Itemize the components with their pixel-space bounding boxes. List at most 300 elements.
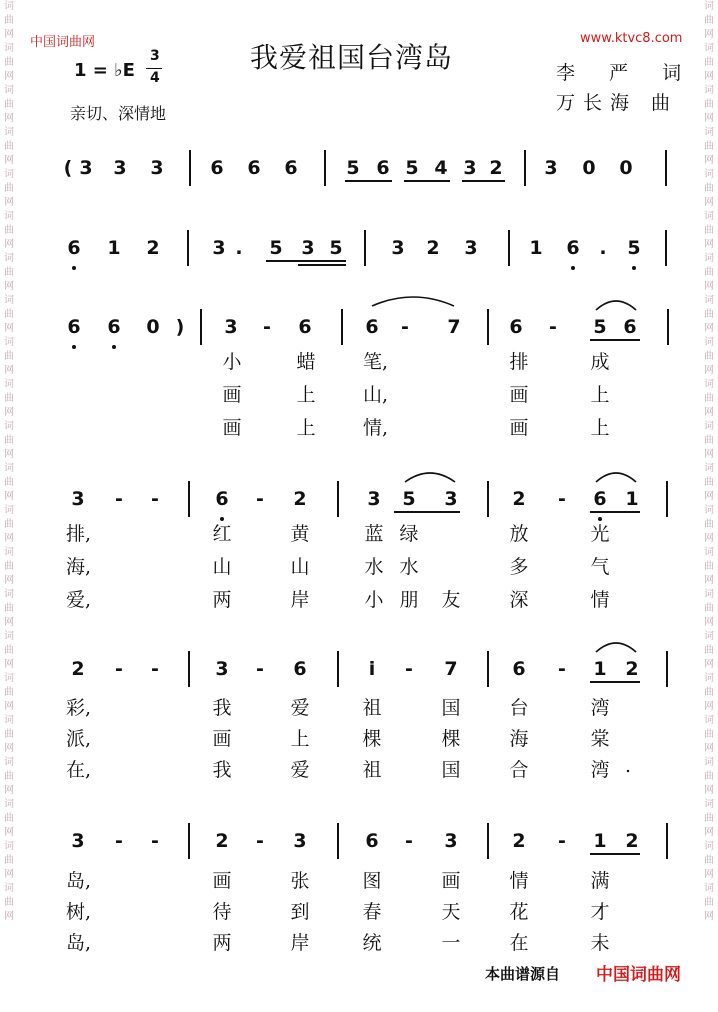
- note: 3: [71, 830, 85, 852]
- lyric-char: 成: [590, 351, 610, 373]
- note: 3: [301, 237, 315, 259]
- watermark-char: 曲: [4, 813, 14, 824]
- barline: [337, 651, 339, 687]
- lyric-char: 山: [290, 556, 310, 578]
- slur: [372, 294, 454, 308]
- watermark-char: 网: [704, 617, 714, 628]
- note: 2: [512, 830, 526, 852]
- watermark-right: [701, 0, 717, 1012]
- watermark-char: 网: [704, 407, 714, 418]
- watermark-char: 词: [4, 295, 14, 306]
- watermark-char: 曲: [704, 57, 714, 68]
- watermark-char: 网: [704, 491, 714, 502]
- watermark-char: 网: [704, 533, 714, 544]
- watermark-char: 网: [4, 29, 14, 40]
- note: 3: [215, 658, 229, 680]
- note: -: [256, 488, 264, 510]
- watermark-char: 词: [704, 547, 714, 558]
- lyric-char: 海,: [66, 556, 92, 578]
- lyric-char: 合: [509, 759, 529, 781]
- note: 6: [593, 488, 607, 510]
- note: -: [405, 830, 413, 852]
- lyric-char: 国: [441, 759, 461, 781]
- note: 3: [463, 157, 477, 179]
- lyric-char: 朋: [399, 589, 419, 611]
- watermark-char: 词: [4, 379, 14, 390]
- lyric-char: 放: [509, 523, 529, 545]
- underline: [590, 511, 640, 513]
- barline: [666, 481, 668, 517]
- time-signature-top: 3: [150, 48, 160, 64]
- octave-dot: [571, 266, 575, 270]
- watermark-char: 曲: [4, 57, 14, 68]
- lyric-char: 春: [362, 901, 382, 923]
- lyric-char: 待: [212, 901, 232, 923]
- underline: [404, 180, 450, 182]
- note: ): [175, 316, 185, 338]
- watermark-char: 词: [704, 253, 714, 264]
- underline: [266, 260, 346, 262]
- watermark-char: 词: [704, 883, 714, 894]
- watermark-char: 词: [4, 253, 14, 264]
- barline: [189, 150, 191, 186]
- watermark-char: 词: [704, 841, 714, 852]
- time-signature-line: [146, 68, 162, 69]
- lyric-char: 友: [441, 589, 461, 611]
- watermark-char: 网: [4, 113, 14, 124]
- watermark-char: 网: [704, 281, 714, 292]
- note: -: [151, 658, 159, 680]
- lyric-char: 山: [212, 556, 232, 578]
- watermark-char: 词: [4, 1, 14, 12]
- note: 6: [67, 237, 81, 259]
- lyric-char: 情: [590, 589, 610, 611]
- lyric-char: 画: [212, 728, 232, 750]
- watermark-char: 词: [704, 169, 714, 180]
- watermark-char: 曲: [4, 771, 14, 782]
- lyric-char: 我: [212, 697, 232, 719]
- note: 3: [293, 830, 307, 852]
- note: -: [151, 830, 159, 852]
- note: 6: [247, 157, 261, 179]
- note: .: [235, 237, 243, 259]
- lyric-char: 画: [222, 384, 242, 406]
- lyric-char: 排,: [66, 523, 92, 545]
- watermark-char: 词: [4, 43, 14, 54]
- note: 6: [623, 316, 637, 338]
- lyric-char: 蜡: [296, 351, 316, 373]
- watermark-char: 网: [4, 533, 14, 544]
- watermark-char: 网: [704, 743, 714, 754]
- barline: [487, 651, 489, 687]
- song-title: 我爱祖国台湾岛: [250, 41, 454, 74]
- lyric-char: 红: [212, 523, 232, 545]
- note: 5: [593, 316, 607, 338]
- barline: [337, 481, 339, 517]
- watermark-char: 曲: [4, 519, 14, 530]
- note: -: [558, 658, 566, 680]
- watermark-char: 网: [704, 239, 714, 250]
- note: 1: [625, 488, 639, 510]
- barline: [364, 230, 366, 266]
- watermark-char: 曲: [704, 15, 714, 26]
- watermark-char: 词: [4, 673, 14, 684]
- watermark-char: 网: [4, 449, 14, 460]
- watermark-char: 曲: [704, 813, 714, 824]
- watermark-char: 曲: [4, 855, 14, 866]
- lyric-char: 在,: [66, 759, 92, 781]
- lyric-char: 岛,: [66, 932, 92, 954]
- lyric-char: 棠: [590, 728, 610, 750]
- slur: [405, 470, 455, 484]
- watermark-char: 网: [4, 239, 14, 250]
- lyric-char: 派,: [66, 728, 92, 750]
- lyric-char: 国: [441, 697, 461, 719]
- watermark-char: 词: [4, 757, 14, 768]
- watermark-char: 网: [4, 71, 14, 82]
- watermark-char: 曲: [4, 897, 14, 908]
- watermark-char: 词: [704, 379, 714, 390]
- barline: [324, 150, 326, 186]
- watermark-char: 曲: [704, 687, 714, 698]
- key-signature: 1 = ♭E: [74, 60, 135, 81]
- watermark-char: 曲: [704, 267, 714, 278]
- lyric-char: 情: [509, 870, 529, 892]
- watermark-char: 网: [4, 197, 14, 208]
- watermark-char: 曲: [4, 351, 14, 362]
- lyric-char: 上: [296, 384, 316, 406]
- watermark-char: 曲: [4, 141, 14, 152]
- note: -: [405, 658, 413, 680]
- slur: [596, 640, 636, 654]
- watermark-char: 网: [704, 113, 714, 124]
- underline: [298, 264, 346, 266]
- watermark-char: 词: [4, 421, 14, 432]
- barline: [341, 309, 343, 345]
- watermark-char: 曲: [4, 561, 14, 572]
- note: 5: [329, 237, 343, 259]
- time-signature-bottom: 4: [150, 70, 160, 86]
- lyric-char: 光: [590, 523, 610, 545]
- note: -: [558, 830, 566, 852]
- note: 5: [269, 237, 283, 259]
- lyric-char: 黄: [290, 523, 310, 545]
- note: i: [368, 658, 376, 680]
- note: 7: [444, 658, 458, 680]
- lyric-char: 爱,: [66, 589, 92, 611]
- watermark-char: 网: [4, 617, 14, 628]
- watermark-char: 网: [704, 827, 714, 838]
- lyric-char: 图: [362, 870, 382, 892]
- watermark-char: 词: [704, 631, 714, 642]
- note: 3: [79, 157, 93, 179]
- watermark-char: 词: [704, 799, 714, 810]
- note: -: [401, 316, 409, 338]
- watermark-char: 词: [4, 85, 14, 96]
- watermark-char: 网: [704, 701, 714, 712]
- watermark-char: 网: [704, 29, 714, 40]
- watermark-char: 网: [704, 869, 714, 880]
- note: 3: [444, 830, 458, 852]
- note: -: [115, 658, 123, 680]
- barline: [188, 823, 190, 859]
- barline: [667, 309, 669, 345]
- watermark-char: 网: [4, 743, 14, 754]
- barline: [487, 823, 489, 859]
- note: 6: [376, 157, 390, 179]
- watermark-char: 曲: [4, 435, 14, 446]
- note: 0: [582, 157, 596, 179]
- barline: [337, 823, 339, 859]
- note: 6: [107, 316, 121, 338]
- watermark-char: 曲: [704, 351, 714, 362]
- watermark-char: 网: [4, 323, 14, 334]
- watermark-char: 曲: [4, 309, 14, 320]
- barline: [188, 481, 190, 517]
- lyric-char: 画: [509, 384, 529, 406]
- watermark-char: 词: [704, 421, 714, 432]
- watermark-char: 网: [4, 575, 14, 586]
- source-site-link[interactable]: 中国词曲网: [596, 965, 681, 985]
- note: 0: [146, 316, 160, 338]
- lyric-char: 棵: [441, 728, 461, 750]
- note: 3: [71, 488, 85, 510]
- lyric-char: 排: [509, 351, 529, 373]
- note: -: [151, 488, 159, 510]
- lyricist-credit: 李 严 词: [556, 62, 696, 84]
- lyric-char: 小: [364, 589, 384, 611]
- watermark-char: 网: [4, 911, 14, 922]
- watermark-char: 词: [704, 1, 714, 12]
- watermark-char: 网: [704, 155, 714, 166]
- note: 3: [391, 237, 405, 259]
- barline: [487, 309, 489, 345]
- lyric-char: 岸: [290, 932, 310, 954]
- lyric-char: 画: [212, 870, 232, 892]
- watermark-char: 曲: [704, 603, 714, 614]
- watermark-char: 网: [704, 659, 714, 670]
- lyric-char: 上: [296, 417, 316, 439]
- watermark-char: 曲: [704, 99, 714, 110]
- lyric-char: 两: [212, 932, 232, 954]
- watermark-char: 词: [704, 505, 714, 516]
- note: -: [549, 316, 557, 338]
- watermark-char: 网: [4, 281, 14, 292]
- watermark-char: 网: [704, 365, 714, 376]
- lyric-char: 花: [509, 901, 529, 923]
- note: -: [263, 316, 271, 338]
- note: 3: [367, 488, 381, 510]
- note: -: [115, 830, 123, 852]
- site-name-top-left[interactable]: 中国词曲网: [30, 35, 96, 50]
- lyric-char: 树,: [66, 901, 92, 923]
- watermark-char: 曲: [4, 645, 14, 656]
- watermark-char: 曲: [704, 141, 714, 152]
- watermark-char: 词: [4, 631, 14, 642]
- note: 1: [529, 237, 543, 259]
- watermark-char: 网: [4, 869, 14, 880]
- lyric-char: 爱: [290, 697, 310, 719]
- lyric-char: 在: [509, 932, 529, 954]
- lyric-char: 海: [509, 728, 529, 750]
- lyric-char: .: [624, 755, 632, 777]
- lyric-char: 上: [590, 384, 610, 406]
- lyric-char: 上: [290, 728, 310, 750]
- source-label: 本曲谱源自: [485, 965, 561, 983]
- lyric-char: 彩,: [66, 697, 92, 719]
- lyric-char: 画: [509, 417, 529, 439]
- watermark-char: 网: [4, 701, 14, 712]
- watermark-char: 曲: [704, 855, 714, 866]
- watermark-char: 词: [704, 85, 714, 96]
- watermark-char: 曲: [4, 477, 14, 488]
- lyric-char: 我: [212, 759, 232, 781]
- watermark-char: 词: [704, 673, 714, 684]
- note: 6: [293, 658, 307, 680]
- watermark-char: 网: [704, 575, 714, 586]
- watermark-char: 曲: [4, 99, 14, 110]
- note: 5: [402, 488, 416, 510]
- note: 5: [627, 237, 641, 259]
- underline: [590, 339, 640, 341]
- watermark-char: 曲: [704, 225, 714, 236]
- note: -: [256, 658, 264, 680]
- watermark-char: 词: [4, 211, 14, 222]
- note: 3: [544, 157, 558, 179]
- watermark-char: 曲: [4, 225, 14, 236]
- underline: [394, 511, 460, 513]
- watermark-char: 网: [704, 911, 714, 922]
- note: 1: [593, 830, 607, 852]
- note: 1: [107, 237, 121, 259]
- note: 6: [284, 157, 298, 179]
- lyric-char: 到: [290, 901, 310, 923]
- note: 3: [212, 237, 226, 259]
- watermark-char: 曲: [704, 477, 714, 488]
- lyric-char: 水: [399, 556, 419, 578]
- note: 5: [346, 157, 360, 179]
- watermark-char: 曲: [704, 561, 714, 572]
- watermark-char: 网: [704, 71, 714, 82]
- watermark-char: 词: [4, 169, 14, 180]
- watermark-char: 词: [4, 547, 14, 558]
- lyric-char: 绿: [399, 523, 419, 545]
- barline: [524, 150, 526, 186]
- watermark-char: 网: [704, 197, 714, 208]
- watermark-left: [1, 0, 17, 1012]
- note: 4: [434, 157, 448, 179]
- note: 6: [365, 830, 379, 852]
- watermark-char: 词: [4, 337, 14, 348]
- lyric-char: 水: [364, 556, 384, 578]
- watermark-char: 词: [704, 127, 714, 138]
- barline: [188, 651, 190, 687]
- watermark-char: 曲: [704, 183, 714, 194]
- watermark-char: 网: [4, 785, 14, 796]
- lyric-char: 湾: [590, 697, 610, 719]
- lyric-char: 爱: [290, 759, 310, 781]
- lyric-char: 张: [290, 870, 310, 892]
- watermark-char: 网: [4, 827, 14, 838]
- composer-credit: 万长海 曲: [556, 92, 679, 114]
- lyric-char: 祖: [362, 697, 382, 719]
- watermark-char: 曲: [4, 729, 14, 740]
- note: 3: [444, 488, 458, 510]
- watermark-char: 曲: [4, 603, 14, 614]
- watermark-char: 曲: [704, 729, 714, 740]
- watermark-char: 词: [4, 799, 14, 810]
- note: 6: [210, 157, 224, 179]
- watermark-char: 词: [704, 715, 714, 726]
- note: 2: [625, 830, 639, 852]
- note: 3: [224, 316, 238, 338]
- site-url-top-right[interactable]: www.ktvc8.com: [580, 31, 683, 46]
- watermark-char: 词: [704, 463, 714, 474]
- note: 2: [489, 157, 503, 179]
- octave-dot: [632, 266, 636, 270]
- watermark-char: 曲: [4, 15, 14, 26]
- note: 5: [405, 157, 419, 179]
- watermark-char: 网: [704, 785, 714, 796]
- watermark-char: 网: [704, 323, 714, 334]
- watermark-char: 网: [4, 407, 14, 418]
- watermark-char: 词: [4, 883, 14, 894]
- note: -: [115, 488, 123, 510]
- underline: [590, 853, 640, 855]
- lyric-char: 才: [590, 901, 610, 923]
- note: 0: [619, 157, 633, 179]
- watermark-char: 词: [704, 211, 714, 222]
- note: 7: [447, 316, 461, 338]
- lyric-char: 气: [590, 556, 610, 578]
- watermark-char: 曲: [4, 267, 14, 278]
- lyric-char: 情,: [363, 417, 389, 439]
- barline: [666, 823, 668, 859]
- underline: [590, 681, 640, 683]
- note: 6: [512, 658, 526, 680]
- octave-dot: [72, 266, 76, 270]
- watermark-char: 网: [4, 659, 14, 670]
- watermark-char: 词: [704, 337, 714, 348]
- underline: [462, 180, 505, 182]
- note: (: [63, 157, 73, 179]
- watermark-char: 曲: [704, 645, 714, 656]
- watermark-char: 曲: [4, 183, 14, 194]
- barline: [665, 150, 667, 186]
- watermark-char: 词: [704, 589, 714, 600]
- lyric-char: 岛,: [66, 870, 92, 892]
- watermark-char: 网: [4, 155, 14, 166]
- lyric-char: 天: [441, 901, 461, 923]
- watermark-char: 词: [4, 841, 14, 852]
- watermark-char: 曲: [704, 393, 714, 404]
- note: 2: [71, 658, 85, 680]
- lyric-char: 湾: [590, 759, 610, 781]
- note: 2: [293, 488, 307, 510]
- watermark-char: 词: [704, 295, 714, 306]
- watermark-char: 词: [704, 43, 714, 54]
- lyric-char: 上: [590, 417, 610, 439]
- lyric-char: 小: [222, 351, 242, 373]
- watermark-char: 曲: [704, 309, 714, 320]
- note: 3: [464, 237, 478, 259]
- lyric-char: 棵: [362, 728, 382, 750]
- note: 2: [512, 488, 526, 510]
- lyric-char: 山,: [363, 384, 389, 406]
- lyric-char: 未: [590, 932, 610, 954]
- watermark-char: 词: [4, 589, 14, 600]
- barline: [508, 230, 510, 266]
